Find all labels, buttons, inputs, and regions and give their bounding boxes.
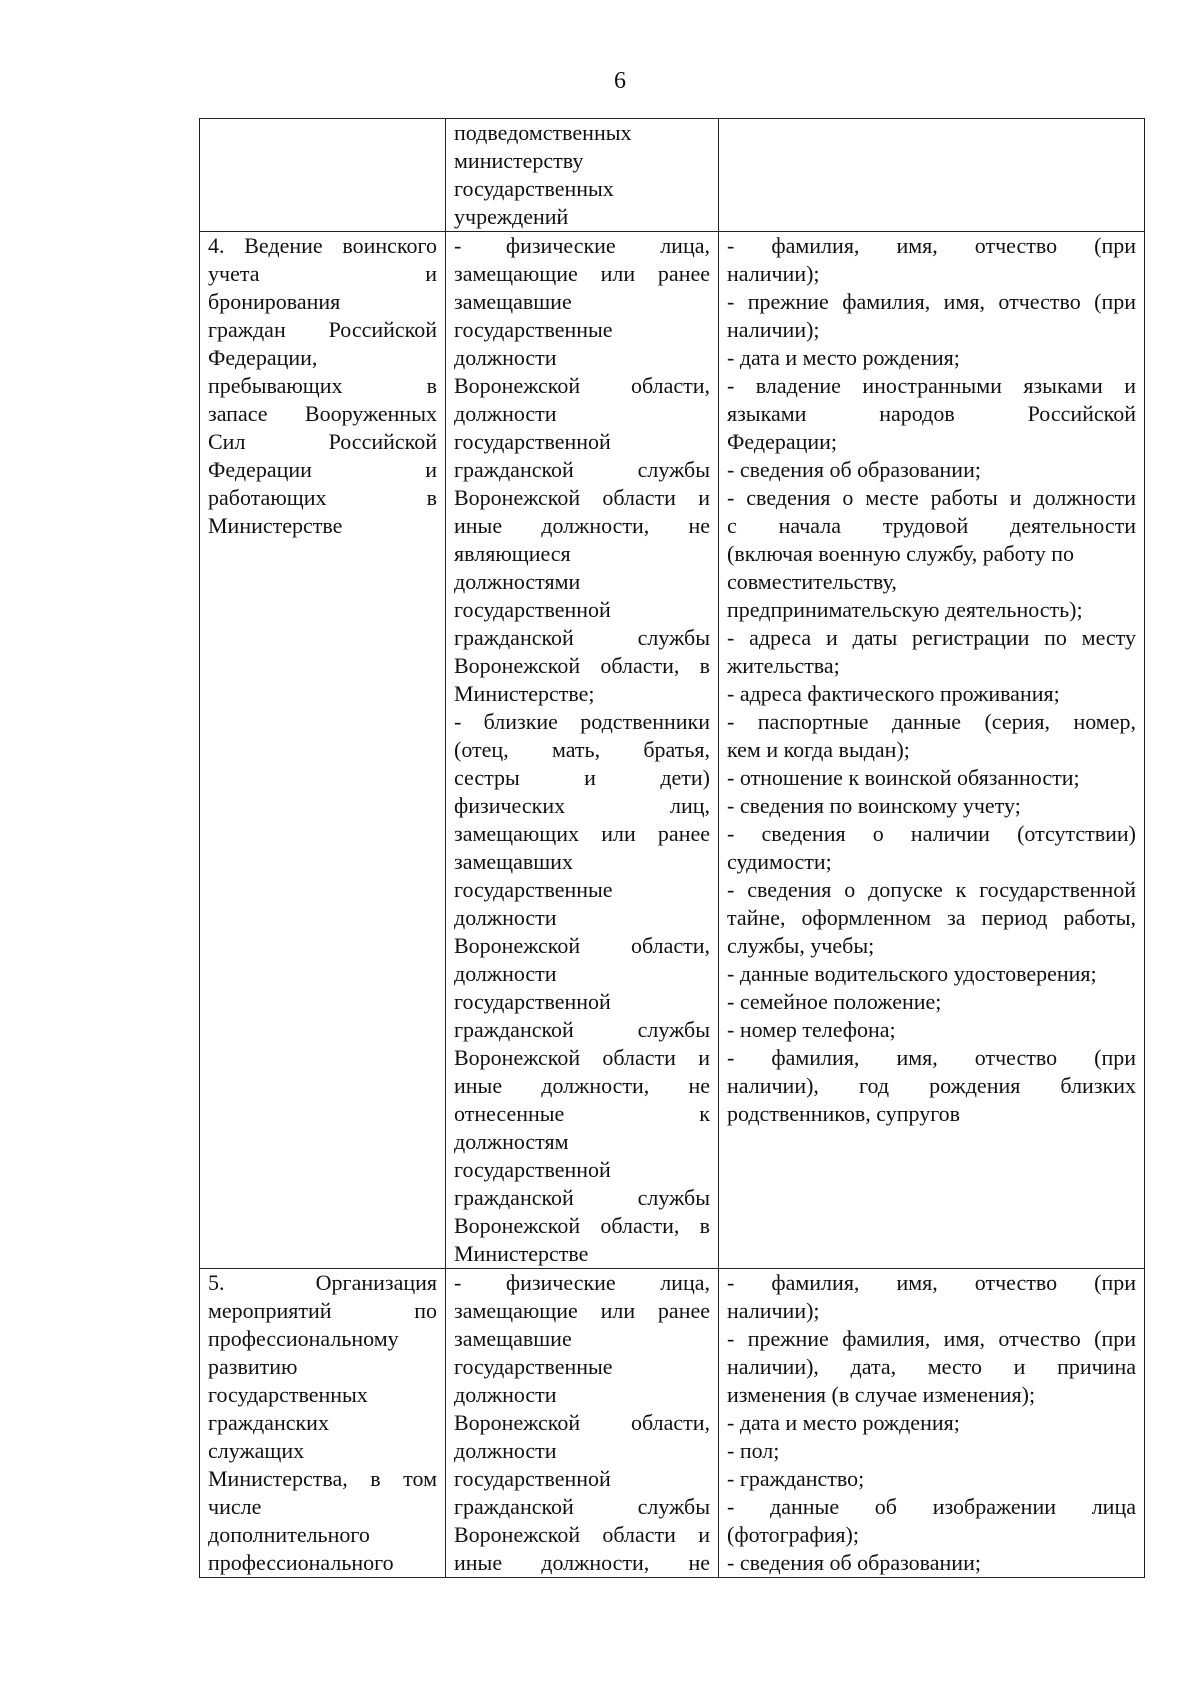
cell-text-line: Воронежской области и (454, 485, 710, 510)
cell-text-line: Воронежской области и (454, 1045, 710, 1070)
cell-text-line: - фамилия, имя, отчество (при (727, 1270, 1136, 1295)
cell-text-line: Федерации; (727, 429, 838, 454)
cell-text-line: - семейное положение; (727, 989, 942, 1014)
cell-text-line: иные должности, не (454, 513, 710, 538)
cell-text-line: наличии); (727, 317, 820, 342)
subjects-cell (446, 1269, 719, 1578)
cell-text-line: предпринимательскую деятельность); (727, 597, 1083, 622)
cell-text-line: - физические лица, (454, 233, 710, 258)
cell-text-line: должности (454, 1382, 557, 1407)
purpose-cell (200, 1269, 446, 1578)
cell-text-line: - близкие родственники (454, 709, 710, 734)
cell-text-line: - адреса фактического проживания; (727, 681, 1060, 706)
cell-text-line: бронирования (208, 289, 341, 314)
cell-text-line: изменения (в случае изменения); (727, 1382, 1036, 1407)
cell-text-line: Министерстве (208, 513, 343, 538)
cell-text-line: (отец, мать, братья, (454, 737, 710, 762)
cell-text-line: (фотография); (727, 1522, 859, 1547)
cell-text-line: - дата и место рождения; (727, 345, 960, 370)
cell-text-line: являющиеся (454, 541, 571, 566)
cell-text-line: - паспортные данные (серия, номер, (727, 709, 1136, 734)
table-row (200, 119, 1145, 232)
cell-text-line: государственной (454, 429, 611, 454)
cell-text-line: Воронежской области, (454, 933, 710, 958)
cell-text-line: служащих (208, 1438, 305, 1463)
cell-text-line: государственные (454, 1354, 613, 1379)
cell-text-line: гражданской службы (454, 1017, 710, 1042)
cell-text-line: должности (454, 1438, 557, 1463)
cell-text-line: Федерации и (208, 457, 437, 482)
cell-text-line: наличии); (727, 1298, 820, 1323)
cell-text-line: (включая военную службу, работу по (727, 541, 1074, 566)
cell-text-line: замещающих или ранее (454, 821, 710, 846)
cell-text-line: Воронежской области, в (454, 653, 710, 678)
cell-text-line: - фамилия, имя, отчество (при (727, 233, 1136, 258)
cell-text-line: государственной (454, 1157, 611, 1182)
table-body (200, 119, 1145, 1578)
cell-text-line: совместительству, (727, 569, 897, 594)
cell-text-line: Сил Российской (208, 429, 437, 454)
cell-text-line: - дата и место рождения; (727, 1410, 960, 1435)
cell-text-line: гражданской службы (454, 625, 710, 650)
cell-text-line: профессионального (208, 1550, 394, 1575)
cell-text-line: тайне, оформленном за период работы, (727, 905, 1136, 930)
cell-text-line: кем и когда выдан); (727, 737, 910, 762)
cell-text-line: учета и (208, 261, 437, 286)
cell-text-line: работающих в (208, 485, 437, 510)
cell-text-line: граждан Российской (208, 317, 437, 342)
cell-text-line: должности (454, 905, 557, 930)
data-cell (719, 119, 1145, 232)
cell-text-line: гражданских (208, 1410, 329, 1435)
cell-text-line: - владение иностранными языками и (727, 373, 1136, 398)
cell-text-line: замещавших (454, 849, 573, 874)
cell-text-line: - гражданство; (727, 1466, 865, 1491)
cell-text-line: сестры и дети) (454, 765, 710, 790)
cell-text-line: - номер телефона; (727, 1017, 896, 1042)
cell-text-line: судимости; (727, 849, 832, 874)
cell-text-line: мероприятий по (208, 1298, 437, 1323)
cell-text-line: отнесенные к (454, 1101, 710, 1126)
cell-text-line: Воронежской области, в (454, 1213, 710, 1238)
cell-text-line: Федерации, (208, 345, 318, 370)
cell-text-line: иные должности, не (454, 1073, 710, 1098)
table-row (200, 232, 1145, 1269)
cell-text-line: должностями (454, 569, 581, 594)
cell-text-line: государственных (208, 1382, 368, 1407)
cell-text-line: языками народов Российской (727, 401, 1136, 426)
cell-text-line: - адреса и даты регистрации по месту (727, 625, 1136, 650)
cell-text-line: 5. Организация (208, 1270, 437, 1295)
cell-text-line: гражданской службы (454, 1185, 710, 1210)
cell-text-line: должности (454, 961, 557, 986)
cell-text-line: дополнительного (208, 1522, 370, 1547)
cell-text-line: наличии); (727, 261, 820, 286)
cell-text-line: Воронежской области, (454, 373, 710, 398)
cell-text-line: государственные (454, 317, 613, 342)
cell-text-line: - данные водительского удостоверения; (727, 961, 1097, 986)
cell-text-line: - сведения о месте работы и должности (727, 485, 1136, 510)
cell-text-line: - данные об изображении лица (727, 1494, 1136, 1519)
cell-text-line: - сведения по воинскому учету; (727, 793, 1021, 818)
cell-text-line: подведомственных (454, 120, 632, 145)
cell-text-line: учреждений (454, 204, 569, 229)
personal-data-table (199, 118, 1145, 1578)
cell-text-line: замещавшие (454, 1326, 572, 1351)
cell-text-line: государственные (454, 877, 613, 902)
data-cell (719, 1269, 1145, 1578)
cell-text-line: профессиональному (208, 1326, 399, 1351)
cell-text-line: государственных (454, 176, 614, 201)
cell-text-line: - сведения об образовании; (727, 1550, 981, 1575)
cell-text-line: государственной (454, 597, 611, 622)
purpose-cell (200, 232, 446, 1269)
cell-text-line: замещающие или ранее (454, 261, 710, 286)
cell-text-line: Воронежской области, (454, 1410, 710, 1435)
cell-text-line: родственников, супругов (727, 1101, 961, 1126)
cell-text-line: министерству (454, 148, 584, 173)
cell-text-line: - сведения об образовании; (727, 457, 981, 482)
cell-text-line: государственной (454, 1466, 611, 1491)
cell-text-line: - сведения о наличии (отсутствии) (727, 821, 1136, 846)
page-number: 6 (614, 68, 626, 94)
cell-text-line: - фамилия, имя, отчество (при (727, 1045, 1136, 1070)
cell-text-line: государственной (454, 989, 611, 1014)
cell-text-line: иные должности, не (454, 1550, 710, 1575)
cell-text-line: 4. Ведение воинского (208, 233, 437, 258)
cell-text-line: запасе Вооруженных (208, 401, 437, 426)
cell-text-line: - сведения о допуске к государственной (727, 877, 1136, 902)
data-cell (719, 232, 1145, 1269)
cell-text-line: наличии), год рождения близких (727, 1073, 1136, 1098)
cell-text-line: Министерстве; (454, 681, 595, 706)
table-row (200, 1269, 1145, 1578)
cell-text-line: - физические лица, (454, 1270, 710, 1295)
cell-text-line: должности (454, 345, 557, 370)
cell-text-line: Министерства, в том (208, 1466, 437, 1491)
cell-text-line: службы, учебы; (727, 933, 875, 958)
cell-text-line: гражданской службы (454, 1494, 710, 1519)
cell-text-line: с начала трудовой деятельности (727, 513, 1136, 538)
cell-text-line: Воронежской области и (454, 1522, 710, 1547)
cell-text-line: - прежние фамилия, имя, отчество (при (727, 289, 1136, 314)
cell-text-line: должностям (454, 1129, 569, 1154)
purpose-cell (200, 119, 446, 232)
cell-text-line: наличии), дата, место и причина (727, 1354, 1136, 1379)
cell-text-line: числе (208, 1494, 262, 1519)
cell-text-line: - пол; (727, 1438, 780, 1463)
cell-text-line: - отношение к воинской обязанности; (727, 765, 1080, 790)
cell-text-line: жительства; (727, 653, 840, 678)
cell-text-line: замещавшие (454, 289, 572, 314)
subjects-cell (446, 119, 719, 232)
cell-text-line: физических лиц, (454, 793, 710, 818)
subjects-cell (446, 232, 719, 1269)
cell-text-line: гражданской службы (454, 457, 710, 482)
cell-text-line: должности (454, 401, 557, 426)
cell-text-line: пребывающих в (208, 373, 437, 398)
cell-text-line: замещающие или ранее (454, 1298, 710, 1323)
cell-text-line: - прежние фамилия, имя, отчество (при (727, 1326, 1136, 1351)
cell-text-line: развитию (208, 1354, 298, 1379)
cell-text-line: Министерстве (454, 1241, 589, 1266)
